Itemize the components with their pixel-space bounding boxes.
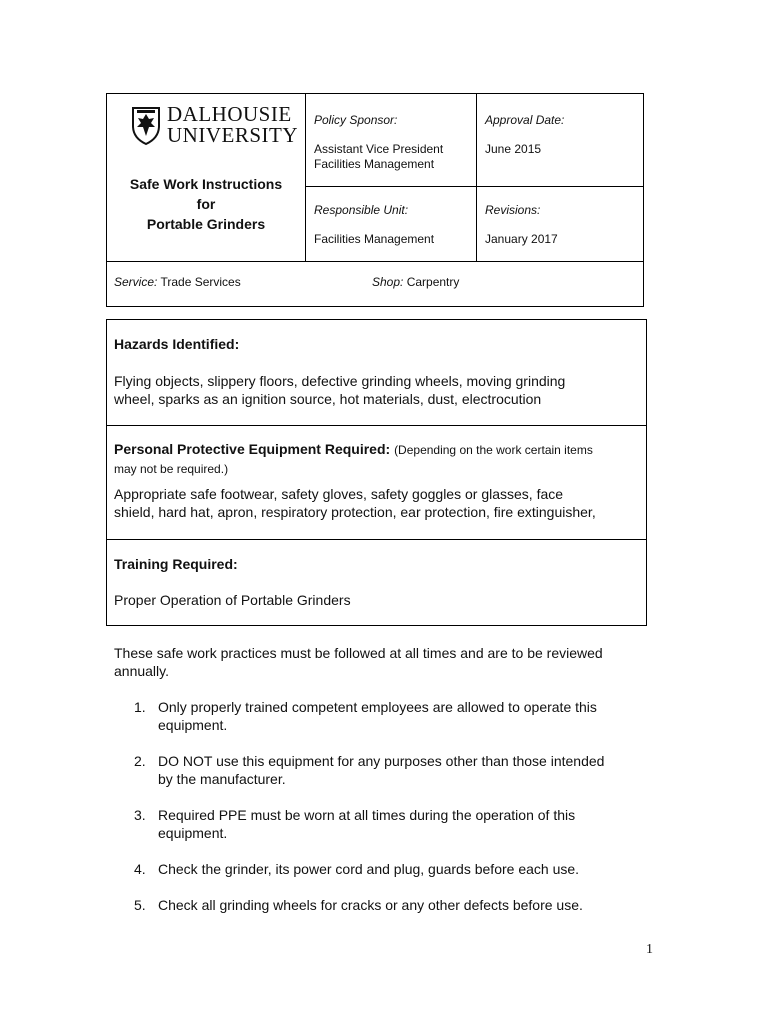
revisions-value: January 2017 bbox=[485, 232, 558, 246]
ppe-body bbox=[114, 485, 634, 521]
list-item bbox=[114, 806, 644, 842]
policy-sponsor-line-2: Facilities Management bbox=[314, 157, 435, 171]
ppe-title-text: Personal Protective Equipment Required: bbox=[114, 441, 391, 457]
hazards-body bbox=[114, 372, 634, 408]
training-title: Training Required: bbox=[114, 556, 238, 572]
service-field bbox=[114, 275, 241, 289]
university-crest-icon bbox=[131, 106, 161, 146]
intro-paragraph bbox=[114, 644, 644, 680]
step-text-line: DO NOT use this equipment for any purposes other than those intended bbox=[158, 753, 605, 769]
service-label: Service: bbox=[114, 275, 158, 289]
step-number: 3. bbox=[134, 807, 146, 823]
service-value: Trade Services bbox=[160, 275, 241, 289]
document-title bbox=[107, 174, 305, 234]
hazards-line-2: wheel, sparks as an ignition source, hot materials, dust, electrocution bbox=[114, 391, 542, 407]
training-body: Proper Operation of Portable Grinders bbox=[114, 592, 351, 608]
shop-label: Shop: bbox=[372, 275, 404, 289]
shop-value: Carpentry bbox=[406, 275, 460, 289]
intro-line-2: annually. bbox=[114, 663, 170, 679]
policy-sponsor-label: Policy Sponsor: bbox=[314, 113, 398, 127]
hazards-title: Hazards Identified: bbox=[114, 336, 240, 352]
safe-work-steps bbox=[114, 698, 644, 932]
step-text-line: Check the grinder, its power cord and plug, guards before each use. bbox=[158, 861, 580, 877]
ppe-note-first: (Depending on the work certain items bbox=[394, 443, 593, 457]
revisions-label: Revisions: bbox=[485, 203, 541, 217]
responsible-unit-value: Facilities Management bbox=[314, 232, 435, 246]
approval-date-label: Approval Date: bbox=[485, 113, 565, 127]
policy-sponsor-line-1: Assistant Vice President bbox=[314, 142, 444, 156]
ppe-line-2: shield, hard hat, apron, respiratory protection, ear protection, fire extinguisher, bbox=[114, 504, 596, 520]
list-item bbox=[114, 752, 644, 788]
step-number: 1. bbox=[134, 699, 146, 715]
responsible-unit-label: Responsible Unit: bbox=[314, 203, 409, 217]
step-text-line: Required PPE must be worn at all times during the operation of this bbox=[158, 807, 576, 823]
hazards-line-1: Flying objects, slippery floors, defective grinding wheels, moving grinding bbox=[114, 373, 566, 389]
university-logo bbox=[131, 102, 298, 148]
policy-header-table bbox=[106, 93, 644, 307]
title-line-3: Portable Grinders bbox=[146, 216, 266, 232]
shop-field bbox=[372, 275, 459, 289]
safety-requirements-table bbox=[106, 319, 647, 626]
step-text-line: by the manufacturer. bbox=[158, 771, 286, 787]
step-number: 2. bbox=[134, 753, 146, 769]
logo-wordmark-line2: UNIVERSITY bbox=[167, 123, 298, 147]
ppe-line-1: Appropriate safe footwear, safety gloves, safety goggles or glasses, face bbox=[114, 486, 564, 502]
intro-line-1: These safe work practices must be followed at all times and are to be reviewed bbox=[114, 645, 603, 661]
page-number: 1 bbox=[646, 942, 653, 957]
list-item bbox=[114, 698, 644, 734]
ppe-note-second: may not be required.) bbox=[114, 462, 229, 476]
list-item bbox=[114, 896, 644, 914]
step-text-line: Check all grinding wheels for cracks or any other defects before use. bbox=[158, 897, 583, 913]
step-number: 4. bbox=[134, 861, 146, 877]
logo-wordmark-line1: DALHOUSIE bbox=[167, 102, 292, 126]
title-line-1: Safe Work Instructions bbox=[129, 176, 283, 192]
policy-sponsor-value bbox=[314, 142, 443, 172]
step-text-line: Only properly trained competent employees are allowed to operate this bbox=[158, 699, 597, 715]
ppe-title bbox=[114, 441, 639, 457]
step-number: 5. bbox=[134, 897, 146, 913]
list-item bbox=[114, 860, 644, 878]
step-text-line: equipment. bbox=[158, 825, 228, 841]
step-text-line: equipment. bbox=[158, 717, 228, 733]
title-line-2: for bbox=[196, 196, 216, 212]
approval-date-value: June 2015 bbox=[485, 142, 542, 156]
